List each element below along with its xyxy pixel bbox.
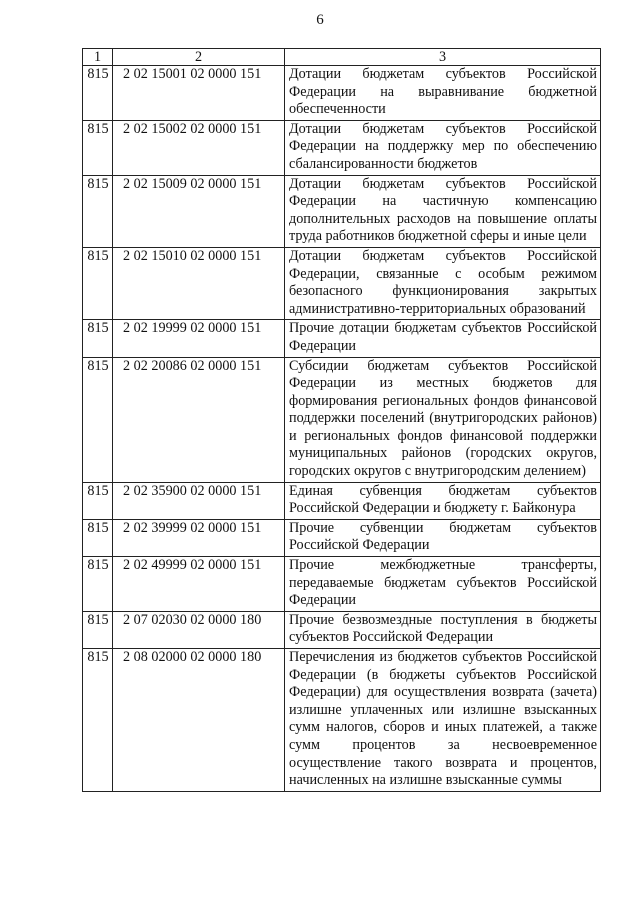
table-row: [83, 611, 601, 648]
revenue-name-cell: Единая субвенция бюджетам субъектов Российской Федерации и бюджету г. Байконура: [285, 482, 601, 519]
budget-code-cell: 2 02 39999 02 0000 151: [113, 519, 285, 556]
admin-code-cell: 815: [83, 482, 113, 519]
budget-code-cell: 2 02 35900 02 0000 151: [113, 482, 285, 519]
table-row: [83, 320, 601, 357]
budget-code-cell: 2 02 15009 02 0000 151: [113, 175, 285, 247]
admin-code-cell: 815: [83, 649, 113, 792]
revenue-name-cell: Дотации бюджетам субъектов Российской Федерации на выравнивание бюджетной обеспеченности: [285, 66, 601, 121]
table-row: [83, 482, 601, 519]
admin-code-cell: 815: [83, 320, 113, 357]
budget-code-cell: 2 08 02000 02 0000 180: [113, 649, 285, 792]
table-row: [83, 649, 601, 792]
page-number: 6: [316, 12, 324, 28]
table-row: [83, 247, 601, 319]
admin-code-cell: 815: [83, 357, 113, 482]
budget-code-cell: 2 02 19999 02 0000 151: [113, 320, 285, 357]
table-row: [83, 357, 601, 482]
revenue-name-cell: Прочие межбюджетные трансферты, передаваемые бюджетам субъектов Российской Федерации: [285, 557, 601, 612]
budget-code-cell: 2 07 02030 02 0000 180: [113, 611, 285, 648]
revenue-name-cell: Субсидии бюджетам субъектов Российской Федерации из местных бюджетов для формирования региональных фондов финансовой поддержки поселений (внутригородских районов) и региональных фондов финансовой поддержки муниципальных районов (городских округов, городских округов с внутригородским делением): [285, 357, 601, 482]
column-header-3: 3: [285, 49, 601, 66]
admin-code-cell: 815: [83, 247, 113, 319]
budget-code-cell: 2 02 15002 02 0000 151: [113, 120, 285, 175]
revenue-name-cell: Прочие дотации бюджетам субъектов Российской Федерации: [285, 320, 601, 357]
budget-code-cell: 2 02 15001 02 0000 151: [113, 66, 285, 121]
column-header-2: 2: [113, 49, 285, 66]
budget-code-cell: 2 02 49999 02 0000 151: [113, 557, 285, 612]
admin-code-cell: 815: [83, 557, 113, 612]
revenue-name-cell: Перечисления из бюджетов субъектов Российской Федерации (в бюджеты субъектов Российской Федерации) для осуществления возврата (зачета) излишне уплаченных или излишне взысканных сумм налогов, сборов и иных платежей, а также сумм процентов за несвоевременное осуществление такого возврата и процентов, начисленных на излишне взысканные суммы: [285, 649, 601, 792]
revenue-name-cell: Дотации бюджетам субъектов Российской Федерации на частичную компенсацию дополнительных расходов на повышение оплаты труда работников бюджетной сферы и иные цели: [285, 175, 601, 247]
table-header-row: [83, 49, 601, 66]
admin-code-cell: 815: [83, 519, 113, 556]
table-row: [83, 120, 601, 175]
revenue-name-cell: Прочие безвозмездные поступления в бюджеты субъектов Российской Федерации: [285, 611, 601, 648]
revenue-name-cell: Дотации бюджетам субъектов Российской Федерации на поддержку мер по обеспечению сбалансированности бюджетов: [285, 120, 601, 175]
column-header-1: 1: [83, 49, 113, 66]
table-row: [83, 557, 601, 612]
revenue-name-cell: Дотации бюджетам субъектов Российской Федерации, связанные с особым режимом безопасного функционирования закрытых административно-территориальных образований: [285, 247, 601, 319]
table-row: [83, 175, 601, 247]
table-row: [83, 519, 601, 556]
table-row: [83, 66, 601, 121]
admin-code-cell: 815: [83, 66, 113, 121]
budget-code-cell: 2 02 20086 02 0000 151: [113, 357, 285, 482]
budget-code-cell: 2 02 15010 02 0000 151: [113, 247, 285, 319]
admin-code-cell: 815: [83, 120, 113, 175]
revenue-name-cell: Прочие субвенции бюджетам субъектов Российской Федерации: [285, 519, 601, 556]
admin-code-cell: 815: [83, 175, 113, 247]
admin-code-cell: 815: [83, 611, 113, 648]
budget-codes-table: [82, 48, 601, 792]
